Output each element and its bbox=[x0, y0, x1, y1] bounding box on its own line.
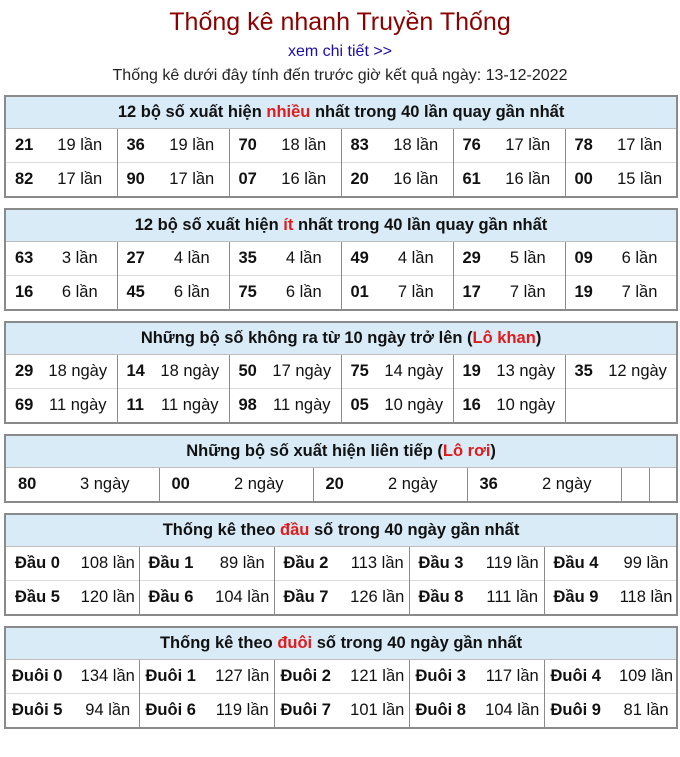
table-row bbox=[5, 355, 677, 389]
count-cell: 104 lần bbox=[481, 694, 544, 729]
head-label: Đầu 5 bbox=[5, 581, 77, 616]
tail-label: Đuôi 7 bbox=[274, 694, 346, 729]
head-label: Đầu 6 bbox=[139, 581, 211, 616]
count-cell: 121 lần bbox=[346, 660, 409, 694]
number-cell: 50 bbox=[229, 355, 263, 389]
number-cell: 05 bbox=[341, 389, 375, 424]
days-cell: 3 ngày bbox=[51, 468, 159, 503]
number-cell: 27 bbox=[117, 242, 155, 276]
number-cell: 70 bbox=[229, 129, 267, 163]
tail-label: Đuôi 9 bbox=[544, 694, 616, 729]
page-header bbox=[0, 0, 680, 86]
days-cell: 12 ngày bbox=[599, 355, 677, 389]
days-cell: 10 ngày bbox=[375, 389, 453, 424]
table-row bbox=[5, 547, 677, 581]
head-label: Đầu 7 bbox=[274, 581, 346, 616]
number-cell: 07 bbox=[229, 163, 267, 198]
days-cell: 18 ngày bbox=[39, 355, 117, 389]
number-cell: 09 bbox=[565, 242, 603, 276]
head-label: Đầu 3 bbox=[409, 547, 481, 581]
section-title: 12 bộ số xuất hiện nhiều nhất trong 40 lần quay gần nhất bbox=[5, 96, 677, 129]
count-cell: 16 lần bbox=[379, 163, 453, 198]
number-cell: 75 bbox=[229, 276, 267, 311]
count-cell: 4 lần bbox=[379, 242, 453, 276]
count-cell: 7 lần bbox=[603, 276, 677, 311]
section-title: 12 bộ số xuất hiện ít nhất trong 40 lần quay gần nhất bbox=[5, 209, 677, 242]
days-cell: 18 ngày bbox=[151, 355, 229, 389]
head-label: Đầu 0 bbox=[5, 547, 77, 581]
count-cell: 17 lần bbox=[155, 163, 229, 198]
table-row bbox=[5, 581, 677, 616]
number-cell: 20 bbox=[341, 163, 379, 198]
head-label: Đầu 2 bbox=[274, 547, 346, 581]
days-cell: 11 ngày bbox=[151, 389, 229, 424]
count-cell: 4 lần bbox=[155, 242, 229, 276]
head-label: Đầu 4 bbox=[544, 547, 616, 581]
count-cell: 117 lần bbox=[481, 660, 544, 694]
section-title: Những bộ số xuất hiện liên tiếp (Lô rơi) bbox=[5, 435, 677, 468]
number-cell: 45 bbox=[117, 276, 155, 311]
count-cell: 134 lần bbox=[77, 660, 139, 694]
empty-cell bbox=[649, 468, 677, 503]
tail-label: Đuôi 8 bbox=[409, 694, 481, 729]
count-cell: 6 lần bbox=[603, 242, 677, 276]
page-title: Thống kê nhanh Truyền Thống bbox=[169, 8, 511, 36]
count-cell: 111 lần bbox=[481, 581, 544, 616]
tail-label: Đuôi 4 bbox=[544, 660, 616, 694]
table-row bbox=[5, 163, 677, 198]
tail-label: Đuôi 5 bbox=[5, 694, 77, 729]
count-cell: 6 lần bbox=[155, 276, 229, 311]
count-cell: 16 lần bbox=[267, 163, 341, 198]
number-cell: 29 bbox=[453, 242, 491, 276]
days-cell: 11 ngày bbox=[263, 389, 341, 424]
count-cell: 18 lần bbox=[267, 129, 341, 163]
days-cell: 14 ngày bbox=[375, 355, 453, 389]
duoi-table bbox=[4, 626, 678, 729]
least-frequent-table bbox=[4, 208, 678, 311]
count-cell: 18 lần bbox=[379, 129, 453, 163]
head-label: Đầu 1 bbox=[139, 547, 211, 581]
count-cell: 119 lần bbox=[481, 547, 544, 581]
table-row bbox=[5, 468, 677, 503]
section-title: Thống kê theo đầu số trong 40 ngày gần nhất bbox=[5, 514, 677, 547]
page-subtitle: Thống kê dưới đây tính đến trước giờ kết quả ngày: 13-12-2022 bbox=[112, 67, 568, 84]
number-cell: 35 bbox=[565, 355, 599, 389]
count-cell: 17 lần bbox=[491, 129, 565, 163]
count-cell: 19 lần bbox=[43, 129, 117, 163]
days-cell: 13 ngày bbox=[487, 355, 565, 389]
number-cell: 35 bbox=[229, 242, 267, 276]
table-row bbox=[5, 389, 677, 424]
count-cell: 6 lần bbox=[267, 276, 341, 311]
count-cell: 19 lần bbox=[155, 129, 229, 163]
detail-link[interactable]: xem chi tiết >> bbox=[287, 43, 393, 60]
count-cell: 17 lần bbox=[603, 129, 677, 163]
count-cell: 127 lần bbox=[211, 660, 274, 694]
number-cell: 78 bbox=[565, 129, 603, 163]
count-cell: 89 lần bbox=[211, 547, 274, 581]
number-cell: 98 bbox=[229, 389, 263, 424]
table-row bbox=[5, 129, 677, 163]
number-cell: 16 bbox=[453, 389, 487, 424]
number-cell: 14 bbox=[117, 355, 151, 389]
tail-label: Đuôi 1 bbox=[139, 660, 211, 694]
number-cell: 36 bbox=[467, 468, 513, 503]
number-cell: 83 bbox=[341, 129, 379, 163]
count-cell: 126 lần bbox=[346, 581, 409, 616]
lo-roi-table bbox=[4, 434, 678, 503]
count-cell: 118 lần bbox=[616, 581, 677, 616]
count-cell: 5 lần bbox=[491, 242, 565, 276]
number-cell: 00 bbox=[565, 163, 603, 198]
days-cell: 11 ngày bbox=[39, 389, 117, 424]
count-cell: 7 lần bbox=[379, 276, 453, 311]
days-cell: 10 ngày bbox=[487, 389, 565, 424]
count-cell: 3 lần bbox=[43, 242, 117, 276]
days-cell: 17 ngày bbox=[263, 355, 341, 389]
days-cell: 2 ngày bbox=[513, 468, 621, 503]
number-cell: 76 bbox=[453, 129, 491, 163]
number-cell: 75 bbox=[341, 355, 375, 389]
tail-label: Đuôi 2 bbox=[274, 660, 346, 694]
section-title: Thống kê theo đuôi số trong 40 ngày gần nhất bbox=[5, 627, 677, 660]
count-cell: 101 lần bbox=[346, 694, 409, 729]
count-cell: 7 lần bbox=[491, 276, 565, 311]
head-label: Đầu 9 bbox=[544, 581, 616, 616]
count-cell: 113 lần bbox=[346, 547, 409, 581]
empty-cell bbox=[565, 389, 677, 424]
section-title: Những bộ số không ra từ 10 ngày trở lên (Lô khan) bbox=[5, 322, 677, 355]
count-cell: 4 lần bbox=[267, 242, 341, 276]
number-cell: 82 bbox=[5, 163, 43, 198]
lo-khan-table bbox=[4, 321, 678, 424]
count-cell: 108 lần bbox=[77, 547, 139, 581]
dau-table bbox=[4, 513, 678, 616]
number-cell: 90 bbox=[117, 163, 155, 198]
table-row bbox=[5, 660, 677, 694]
table-row bbox=[5, 276, 677, 311]
count-cell: 119 lần bbox=[211, 694, 274, 729]
number-cell: 21 bbox=[5, 129, 43, 163]
number-cell: 29 bbox=[5, 355, 39, 389]
count-cell: 81 lần bbox=[616, 694, 677, 729]
number-cell: 01 bbox=[341, 276, 379, 311]
number-cell: 19 bbox=[565, 276, 603, 311]
number-cell: 17 bbox=[453, 276, 491, 311]
count-cell: 94 lần bbox=[77, 694, 139, 729]
head-label: Đầu 8 bbox=[409, 581, 481, 616]
count-cell: 17 lần bbox=[43, 163, 117, 198]
count-cell: 99 lần bbox=[616, 547, 677, 581]
count-cell: 104 lần bbox=[211, 581, 274, 616]
number-cell: 61 bbox=[453, 163, 491, 198]
number-cell: 63 bbox=[5, 242, 43, 276]
number-cell: 00 bbox=[159, 468, 205, 503]
count-cell: 6 lần bbox=[43, 276, 117, 311]
count-cell: 109 lần bbox=[616, 660, 677, 694]
tail-label: Đuôi 3 bbox=[409, 660, 481, 694]
number-cell: 36 bbox=[117, 129, 155, 163]
empty-cell bbox=[621, 468, 649, 503]
number-cell: 16 bbox=[5, 276, 43, 311]
tail-label: Đuôi 6 bbox=[139, 694, 211, 729]
tail-label: Đuôi 0 bbox=[5, 660, 77, 694]
number-cell: 49 bbox=[341, 242, 379, 276]
days-cell: 2 ngày bbox=[205, 468, 313, 503]
number-cell: 20 bbox=[313, 468, 359, 503]
table-row bbox=[5, 242, 677, 276]
number-cell: 19 bbox=[453, 355, 487, 389]
number-cell: 80 bbox=[5, 468, 51, 503]
table-row bbox=[5, 694, 677, 729]
count-cell: 15 lần bbox=[603, 163, 677, 198]
count-cell: 120 lần bbox=[77, 581, 139, 616]
number-cell: 69 bbox=[5, 389, 39, 424]
number-cell: 11 bbox=[117, 389, 151, 424]
count-cell: 16 lần bbox=[491, 163, 565, 198]
days-cell: 2 ngày bbox=[359, 468, 467, 503]
most-frequent-table bbox=[4, 95, 678, 198]
